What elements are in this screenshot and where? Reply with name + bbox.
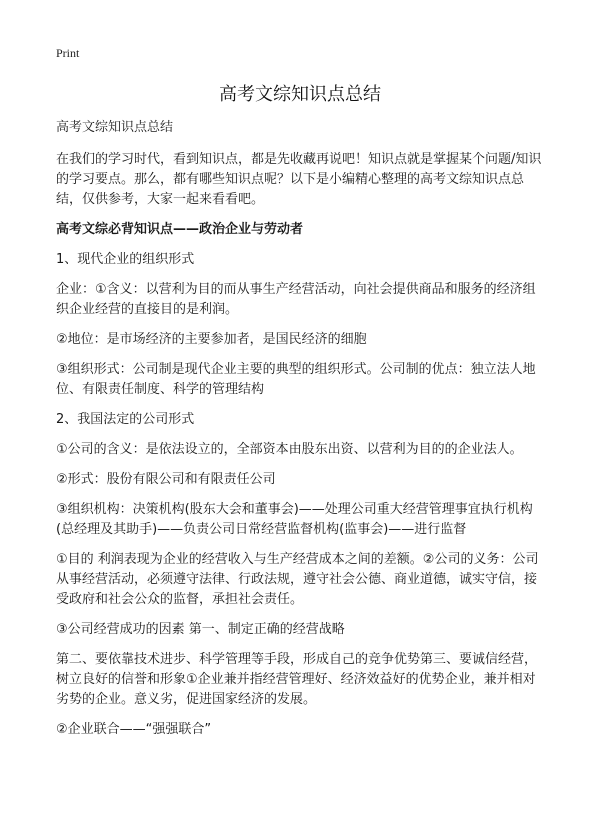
paragraph-9: ①目的 利润表现为企业的经营收入与生产经营成本之间的差额。②公司的义务：公司从事经营活动，必须遵守法律、行政法规，遵守社会公德、商业道德，诚实守信，接受政府和社会公众的监督，承担社会责任。 <box>56 552 539 607</box>
paragraph-4: ③组织形式：公司制是现代企业主要的典型的组织形式。公司制的优点：独立法人地位、有限责任制度、科学的管理结构 <box>56 362 536 397</box>
document-title: 高考文综知识点总结 <box>219 84 381 105</box>
intro-paragraph: 在我们的学习时代，看到知识点，都是先收藏再说吧！知识点就是掌握某个问题/知识的学习要点。那么，都有哪些知识点呢？以下是小编精心整理的高考文综知识点总结，仅供参考，大家一起来看看吧。 <box>56 152 542 207</box>
paragraph-10: ③公司经营成功的因素 第一、制定正确的经营战略 <box>56 622 345 637</box>
print-label[interactable]: Print <box>56 46 80 60</box>
paragraph-1: 1、现代企业的组织形式 <box>56 252 195 267</box>
paragraph-8: ③组织机构：决策机构(股东大会和董事会)——处理公司重大经营管理事宜执行机构(总经理及其助手)——负责公司日常经营监督机构(监事会)——进行监督 <box>56 502 533 537</box>
paragraph-3: ②地位：是市场经济的主要参加者，是国民经济的细胞 <box>56 332 367 347</box>
paragraph-6: ①公司的含义：是依法设立的，全部资本由股东出资、以营利为目的的企业法人。 <box>56 442 523 457</box>
paragraph-12: ②企业联合——“强强联合” <box>56 722 212 737</box>
document-subtitle: 高考文综知识点总结 <box>56 120 174 135</box>
paragraph-5: 2、我国法定的公司形式 <box>56 412 195 427</box>
document-content <box>56 118 546 750</box>
section-heading: 高考文综必背知识点——政治企业与劳动者 <box>56 222 304 237</box>
paragraph-11: 第二、要依靠技术进步、科学管理等手段，形成自己的竞争优势第三、要诚信经营，树立良好的信誉和形象①企业兼并指经营管理好、经济效益好的优势企业，兼并相对劣势的企业。意义劣，促进国家经济的发展。 <box>56 652 538 707</box>
paragraph-7: ②形式：股份有限公司和有限责任公司 <box>56 472 276 487</box>
paragraph-2: 企业：①含义：以营利为目的而从事生产经营活动，向社会提供商品和服务的经济组织企业经营的直接目的是利润。 <box>56 282 536 317</box>
